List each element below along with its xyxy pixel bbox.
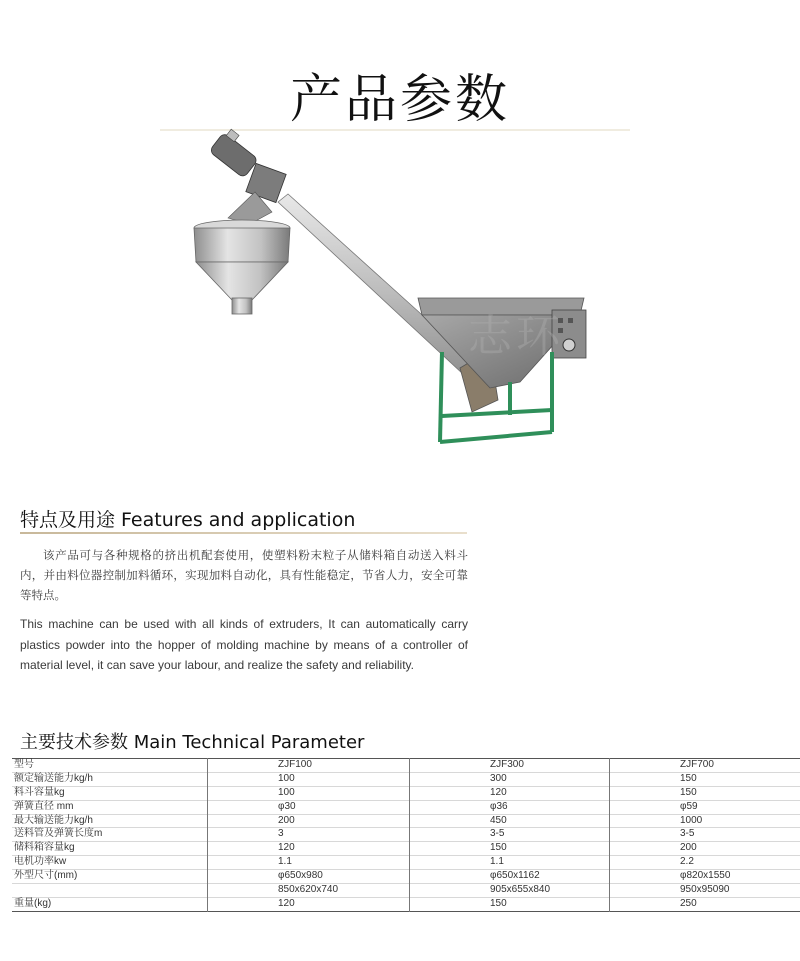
table-cell: 150	[410, 897, 610, 911]
table-cell: 120	[208, 842, 410, 856]
table-cell: 送料管及弹簧长度m	[14, 828, 103, 840]
table-cell: 3-5	[410, 828, 610, 842]
table-header-cell: ZJF100	[208, 759, 410, 773]
table-cell: 料斗容量kg	[14, 786, 65, 798]
table-row	[12, 814, 800, 828]
table-row	[12, 842, 800, 856]
features-description-cn: 该产品可与各种规格的挤出机配套使用，使塑料粉末粒子从储料箱自动送入料斗内，并由料位器控制加料循环，实现加料自动化，具有性能稳定，节省人力，安全可靠等特点。	[20, 548, 468, 602]
watermark-text: 志环	[468, 311, 564, 362]
table-cell: 1.1	[208, 856, 410, 870]
table-cell: 3-5	[610, 828, 800, 842]
table-cell: 905x655x840	[410, 884, 610, 898]
table-cell: 950x95090	[610, 884, 800, 898]
features-description-en: This machine can be used with all kinds of extruders, It can automatically carry plastics powder into the hopper of molding machine by means of a controller of material level, it can save your labour, and realize the safety and reliability.	[20, 617, 468, 672]
table-cell: φ59	[610, 800, 800, 814]
features-divider	[20, 532, 467, 534]
table-cell: φ650x980	[208, 870, 410, 884]
table-row	[12, 856, 800, 870]
features-heading: 特点及用途 Features and application	[20, 509, 356, 531]
page-title: 产品参数	[289, 69, 510, 130]
table-cell: 850x620x740	[208, 884, 410, 898]
table-row	[12, 772, 800, 786]
parameters-heading: 主要技术参数 Main Technical Parameter	[20, 732, 365, 753]
table-cell: 外型尺寸(mm)	[14, 870, 78, 882]
table-row	[12, 884, 800, 898]
table-cell: 弹簧直径 mm	[14, 800, 74, 812]
table-cell: 额定输送能力kg/h	[14, 772, 93, 784]
table-cell: φ30	[208, 800, 410, 814]
table-cell: 150	[410, 842, 610, 856]
table-row	[12, 897, 800, 911]
table-cell: 450	[410, 814, 610, 828]
table-cell: 1.1	[410, 856, 610, 870]
table-row	[12, 800, 800, 814]
parameter-table	[12, 758, 800, 912]
table-cell: 300	[410, 772, 610, 786]
table-cell: φ36	[410, 800, 610, 814]
table-cell: 120	[208, 897, 410, 911]
table-row	[12, 870, 800, 884]
table-header-cell: ZJF300	[410, 759, 610, 773]
table-cell	[12, 884, 208, 898]
table-cell: 120	[410, 786, 610, 800]
table-cell: 储料箱容量kg	[14, 842, 75, 854]
table-cell: 最大输送能力kg/h	[14, 814, 93, 826]
table-cell: 1000	[610, 814, 800, 828]
table-cell: 电机功率kw	[14, 856, 67, 868]
table-cell: 100	[208, 786, 410, 800]
table-cell: 150	[610, 786, 800, 800]
screw-loader-machine-image	[160, 120, 640, 460]
table-header-cell: ZJF700	[610, 759, 800, 773]
table-cell: 重量(kg)	[14, 897, 52, 909]
table-cell: 200	[610, 842, 800, 856]
table-header-cell: 型号	[14, 759, 34, 770]
table-header-row	[12, 759, 800, 773]
table-row	[12, 786, 800, 800]
table-row	[12, 828, 800, 842]
table-cell: φ650x1162	[410, 870, 610, 884]
table-cell: 2.2	[610, 856, 800, 870]
table-cell: 250	[610, 897, 800, 911]
table-cell: 100	[208, 772, 410, 786]
table-cell: 3	[208, 828, 410, 842]
table-cell: 150	[610, 772, 800, 786]
table-cell: 200	[208, 814, 410, 828]
table-cell: φ820x1550	[610, 870, 800, 884]
